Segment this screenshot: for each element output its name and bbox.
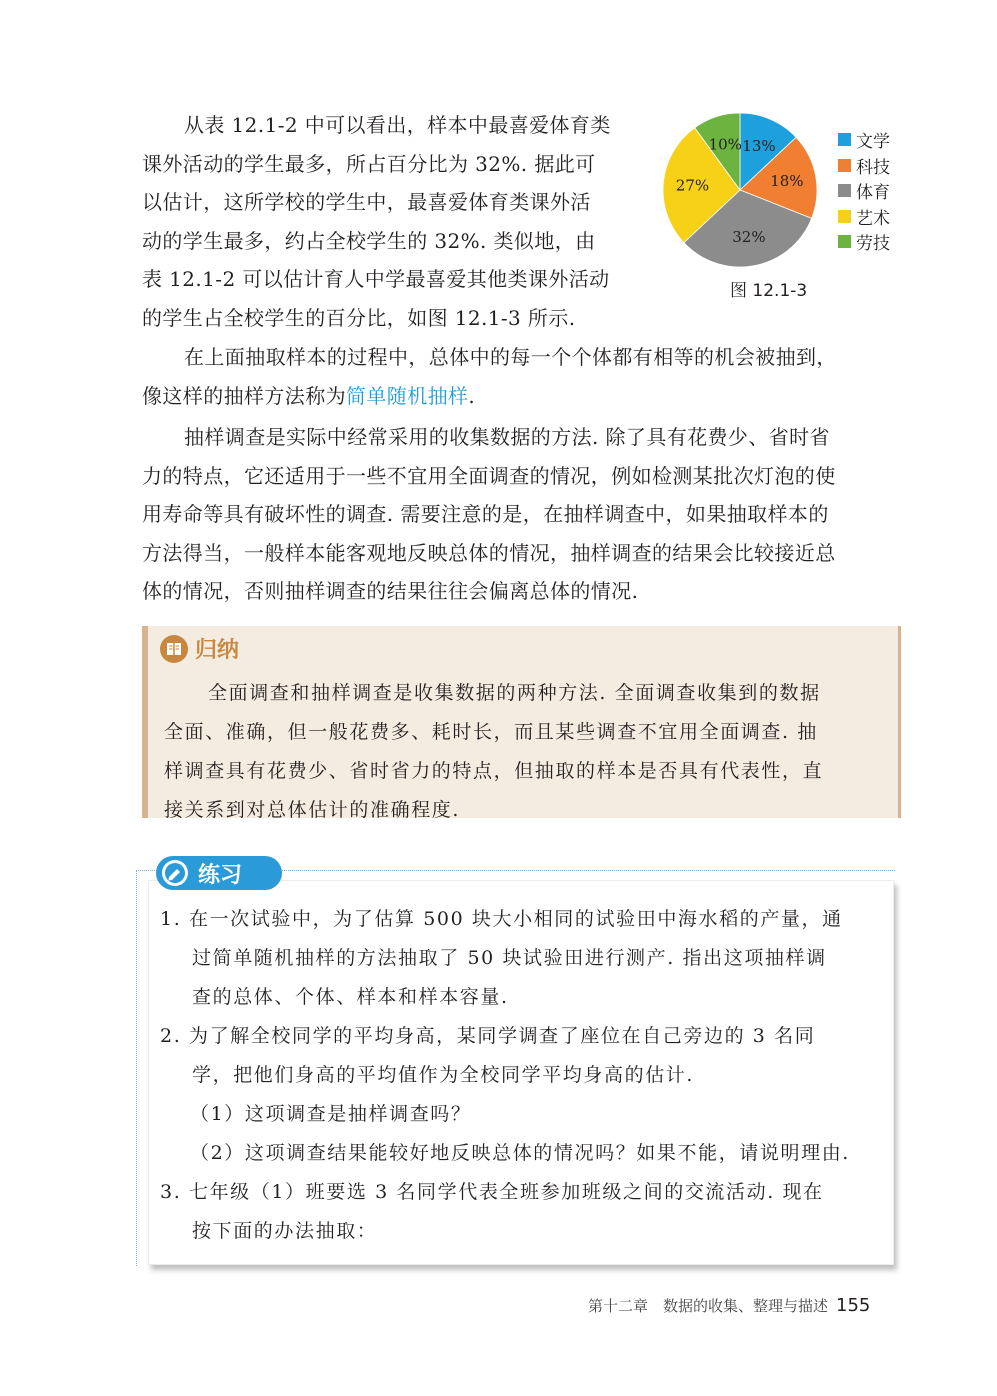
slice-label: 13% [742,137,776,156]
slice-label: 10% [708,135,742,154]
simple-sampling-paragraph [142,338,902,415]
legend-label: 文学 [856,132,890,153]
legend-label: 艺术 [856,208,890,229]
text-line: 查的总体、个体、样本和样本容量. [192,986,509,1008]
text-line: 2. 为了解全校同学的平均身高，某同学调查了座位在自己旁边的 3 名同 [160,1025,816,1047]
slice-label: 27% [675,176,710,195]
text-line: 抽样调查是实际中经常采用的收集数据的方法. 除了具有花费少、省时省 [184,425,830,449]
text-line: 从表 12.1-2 中可以看出，样本中最喜爱体育类 [184,113,611,137]
page-footer [588,1295,870,1316]
pie-legend [838,127,890,255]
legend-label: 科技 [856,157,890,178]
text-line: 过简单随机抽样的方法抽取了 50 块试验田进行测产. 指出这项抽样调 [192,947,827,969]
text-line: 接关系到对总体估计的准确程度. [164,799,461,821]
text-line: 方法得当，一般样本能客观地反映总体的情况，抽样调查的结果会比较接近总 [142,540,836,565]
sub-question: （2）这项调查结果能较好地反映总体的情况吗？如果不能，请说明理由. [190,1142,850,1164]
legend-label: 劳技 [856,234,890,255]
legend-item [838,204,890,230]
exercise-item [160,1017,880,1173]
legend-item [838,229,890,255]
figure-caption: 图 12.1-3 [730,281,808,301]
text-line: 全面调查和抽样调查是收集数据的两种方法. 全面调查收集到的数据 [208,682,821,704]
legend-item [838,153,890,179]
text-line: 动的学生最多，约占全校学生的 32%. 类似地，由 [142,228,596,253]
sub-question: （1）这项调查是抽样调查吗？ [190,1103,472,1125]
text-line: 在上面抽取样本的过程中，总体中的每一个个体都有相等的机会被抽到， [184,345,837,369]
summary-header [159,633,239,664]
text-line: 全面、准确，但一般花费多、耗时长，而且某些调查不宜用全面调查. 抽 [164,721,818,743]
summary-title: 归纳 [195,638,240,663]
pie-chart [660,110,820,270]
exercise-item [160,1173,880,1251]
legend-label: 体育 [856,183,890,204]
key-term: 简单随机抽样 [346,383,469,408]
text-line: 的学生占全校学生的百分比，如图 12.1-3 所示. [142,305,576,330]
sampling-survey-paragraph [142,418,902,611]
legend-swatch [838,184,851,197]
exercise-header [156,856,282,890]
text-line: 用寿命等具有破坏性的调查. 需要注意的是，在抽样调查中，如果抽取样本的 [142,502,829,526]
text-line: 像这样的抽样方法称为简单随机抽样. [142,383,476,408]
exercise-title: 练习 [198,862,243,888]
text-line: 样调查具有花费少、省时省力的特点，但抽取的样本是否具有代表性，直 [164,760,824,782]
text-line: 体的情况，否则抽样调查的结果往往会偏离总体的情况. [142,579,639,603]
pencil-icon [160,858,190,888]
intro-paragraph [142,106,652,337]
legend-swatch [838,235,851,248]
text-line: 1. 在一次试验中，为了估算 500 块大小相同的试验田中海水稻的产量，通 [160,908,843,930]
text-line: 以估计，这所学校的学生中，最喜爱体育类课外活 [142,190,591,214]
legend-item [838,127,890,153]
text-line: 课外活动的学生最多，所占百分比为 32%. 据此可 [142,151,596,176]
text-line: 按下面的办法抽取： [192,1220,378,1242]
legend-swatch [838,210,851,223]
chapter-title: 第十二章 数据的收集、整理与描述 [588,1297,829,1315]
text-line: 力的特点，它还适用于一些不宜用全面调查的情况，例如检测某批次灯泡的使 [142,463,836,488]
legend-swatch [838,133,851,146]
page-number: 155 [836,1295,871,1316]
exercise-list [160,900,880,1251]
exercise-item [160,900,880,1017]
text-line: 表 12.1-2 可以估计育人中学最喜爱其他类课外活动 [142,267,610,291]
text-line: 3. 七年级（1）班要选 3 名同学代表全班参加班级之间的交流活动. 现在 [160,1181,824,1203]
legend-item [838,178,890,204]
slice-label: 18% [770,172,804,191]
legend-swatch [838,159,851,172]
book-icon [159,634,189,664]
text-line: 学，把他们身高的平均值作为全校同学平均身高的估计. [192,1064,695,1086]
summary-text [164,674,884,830]
slice-label: 32% [732,227,766,246]
